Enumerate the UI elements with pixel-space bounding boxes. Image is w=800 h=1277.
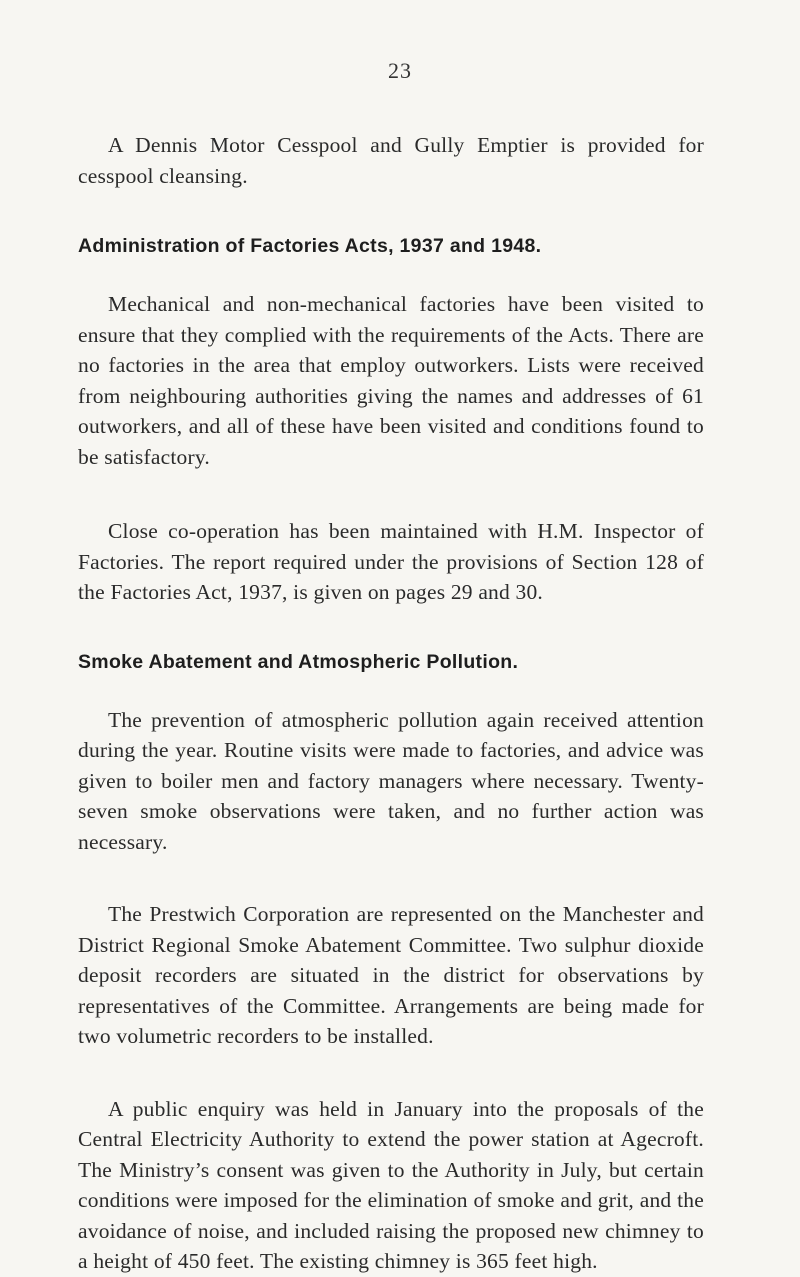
paragraph-pollution-prevention: The prevention of atmospheric pollution again received attention during the year. Routine visits were made to factories, and advice was given to boiler men and factory managers where necessary. Twenty-seven smoke observations were taken, and no further action was necessary.	[78, 707, 704, 854]
heading-factories-acts: Administration of Factories Acts, 1937 and 1948.	[78, 235, 542, 257]
page-body	[78, 130, 704, 1277]
paragraph-cesspool: A Dennis Motor Cesspool and Gully Emptier is provided for cesspool cleansing.	[78, 133, 704, 188]
paragraph-factories-visits: Mechanical and non-mechanical factories have been visited to ensure that they complied with the requirements of the Acts. There are no factories in the area that employ outworkers. Lists were received from neighbouring authorities giving the names and addresses of 61 outworkers, and all of these have been visited and conditions found to be satisfactory.	[78, 292, 704, 469]
page-number: 23	[388, 58, 412, 83]
heading-smoke-abatement: Smoke Abatement and Atmospheric Pollution.	[78, 650, 519, 673]
paragraph-corporation-committee: The Prestwich Corporation are represented on the Manchester and District Regional Smoke Abatement Committee. Two sulphur dioxide deposit recorders are situated in the district for observations by representatives of the Committee. Arrangements are being made for two volumetric recorders to be installed.	[78, 902, 704, 1048]
paragraph-public-enquiry: A public enquiry was held in January into the proposals of the Central Electricity Authority to extend the power station at Agecroft. The Ministry’s consent was given to the Authority in July, but certain conditions were imposed for the elimination of smoke and grit, and the avoidance of noise, and included raising the proposed new chimney to a height of 450 feet. The existing chimney is 365 feet high.	[78, 1096, 704, 1273]
paragraph-inspector-cooperation: Close co-operation has been maintained with H.M. Inspector of Factories. The report required under the provisions of Section 128 of the Factories Act, 1937, is given on pages 29 and 30.	[78, 519, 704, 604]
